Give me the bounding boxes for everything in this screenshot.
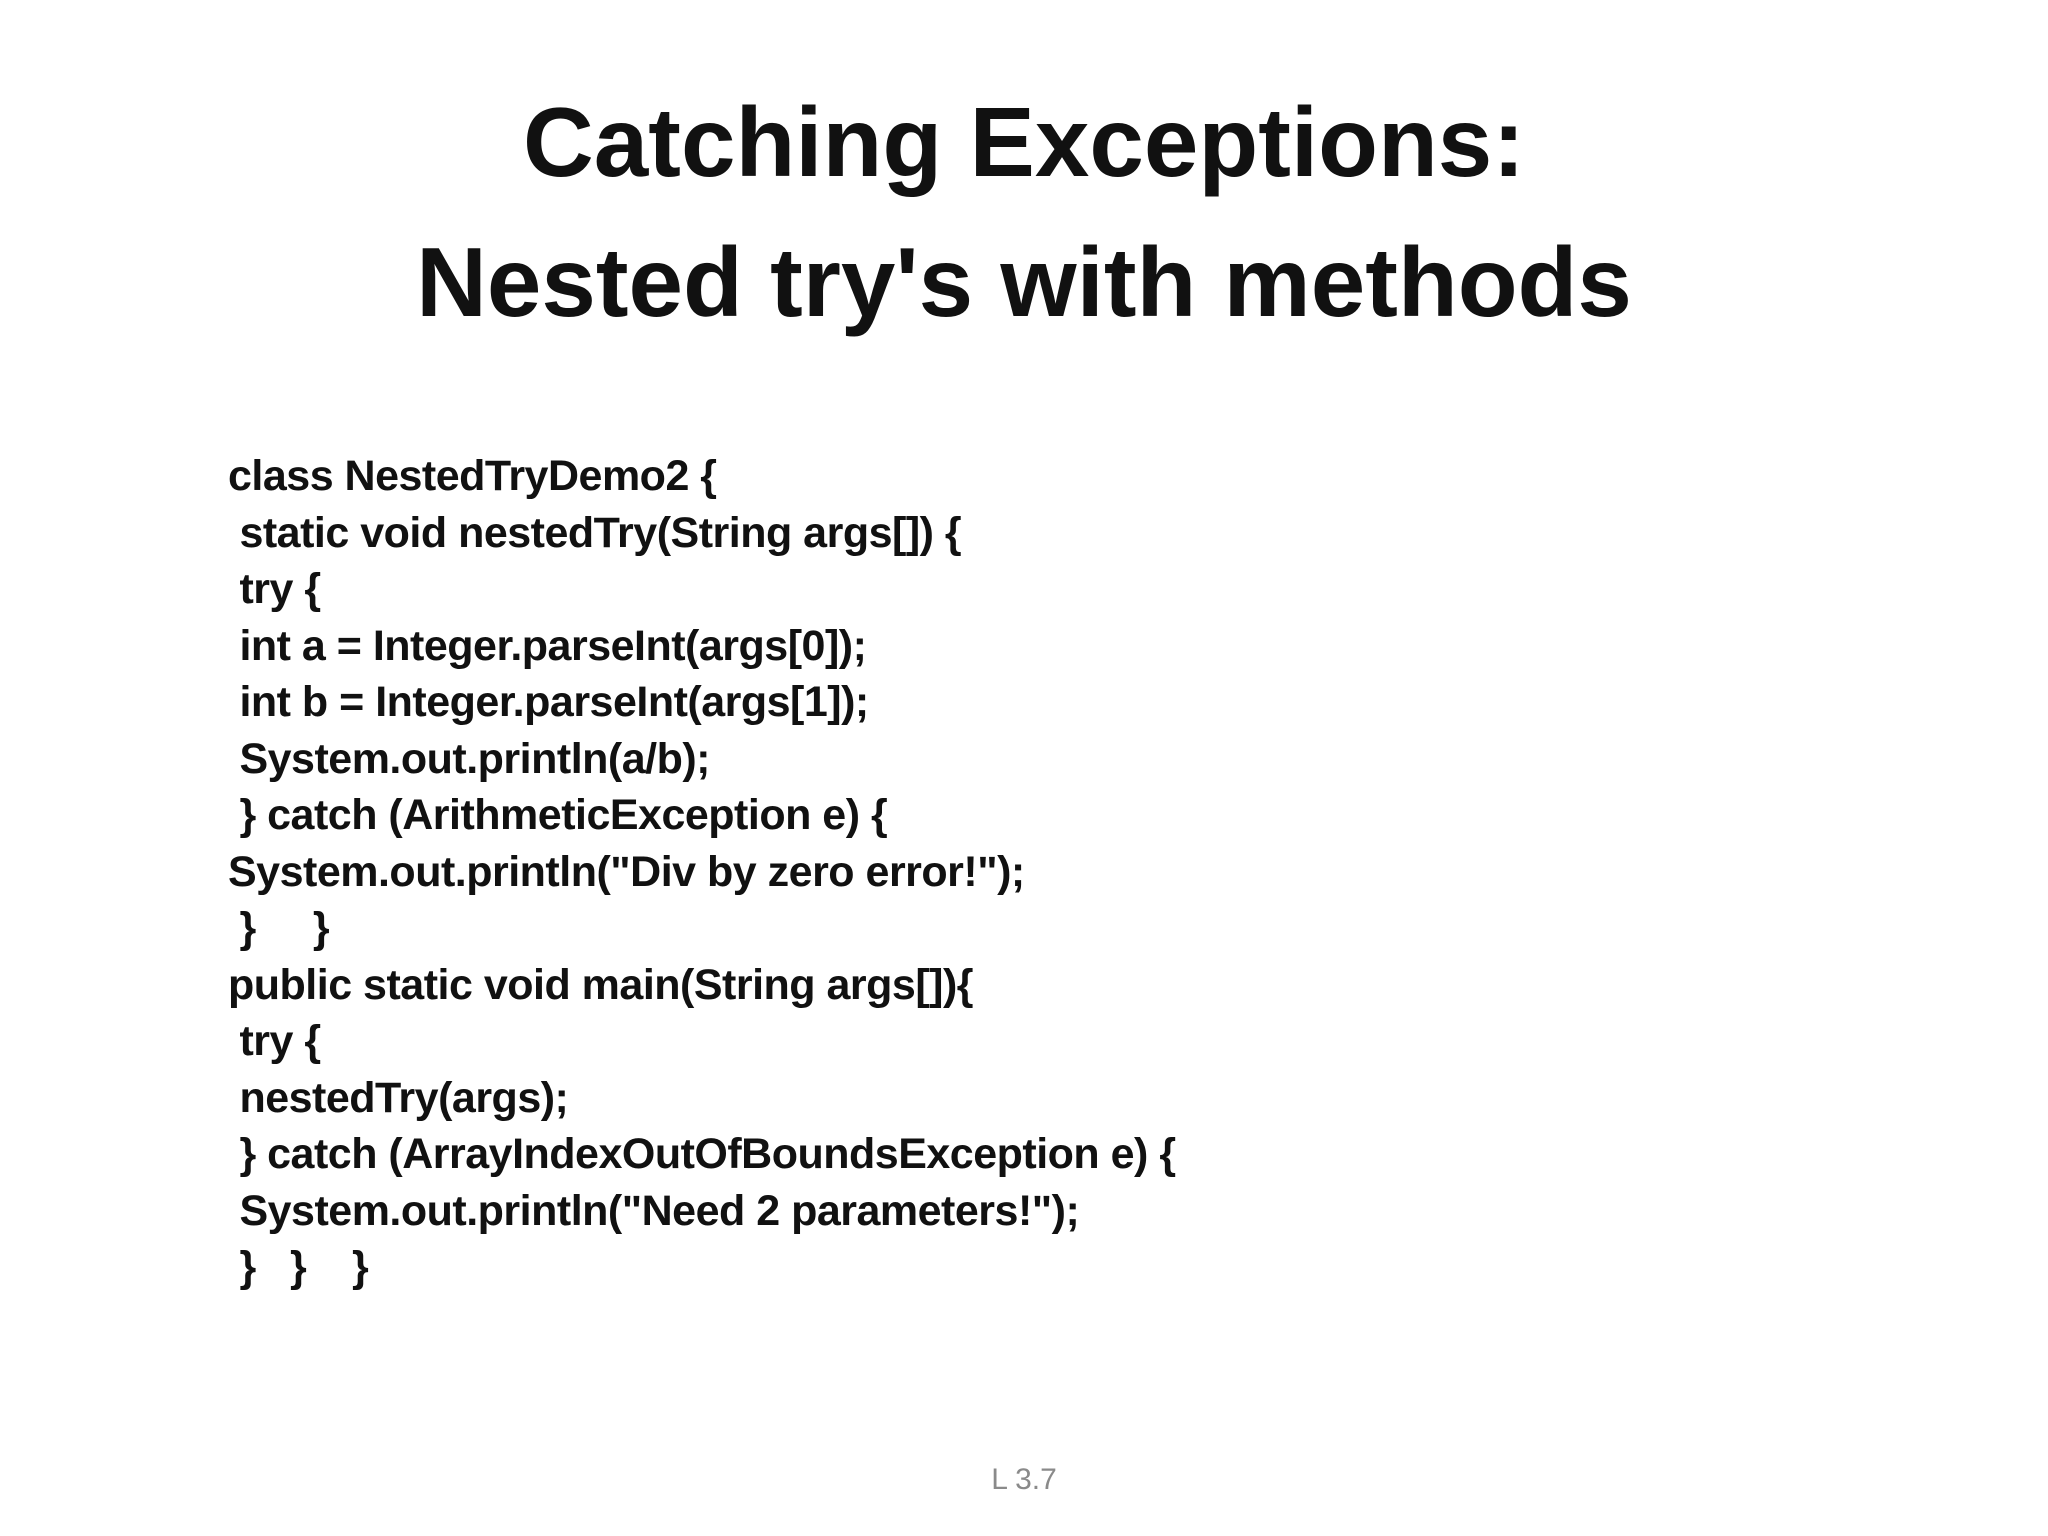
code-line: System.out.println("Div by zero error!");	[228, 847, 1025, 896]
slide-number: L 3.7	[991, 1463, 1057, 1496]
code-block	[228, 448, 1728, 1296]
code-line: } catch (ArrayIndexOutOfBoundsException e) {	[228, 1130, 1176, 1178]
code-line: System.out.println(a/b);	[228, 734, 710, 783]
code-line: } } }	[228, 1243, 369, 1291]
code-line: static void nestedTry(String args[]) {	[228, 508, 962, 557]
code-line: } catch (ArithmeticException e) {	[228, 791, 888, 839]
code-line: try {	[228, 1017, 321, 1065]
code-line: int a = Integer.parseInt(args[0]);	[228, 621, 867, 670]
code-line: int b = Integer.parseInt(args[1]);	[228, 678, 869, 726]
code-line: class NestedTryDemo2 {	[228, 452, 717, 500]
slide-title	[0, 72, 2048, 352]
code-line: try {	[228, 565, 321, 613]
code-line: public static void main(String args[]){	[228, 960, 974, 1009]
title-line-1: Catching Exceptions:	[523, 87, 1525, 197]
title-line-2: Nested try's with methods	[416, 227, 1632, 337]
code-line: } }	[228, 904, 330, 952]
code-line: nestedTry(args);	[228, 1073, 569, 1122]
code-line: System.out.println("Need 2 parameters!");	[228, 1186, 1080, 1235]
